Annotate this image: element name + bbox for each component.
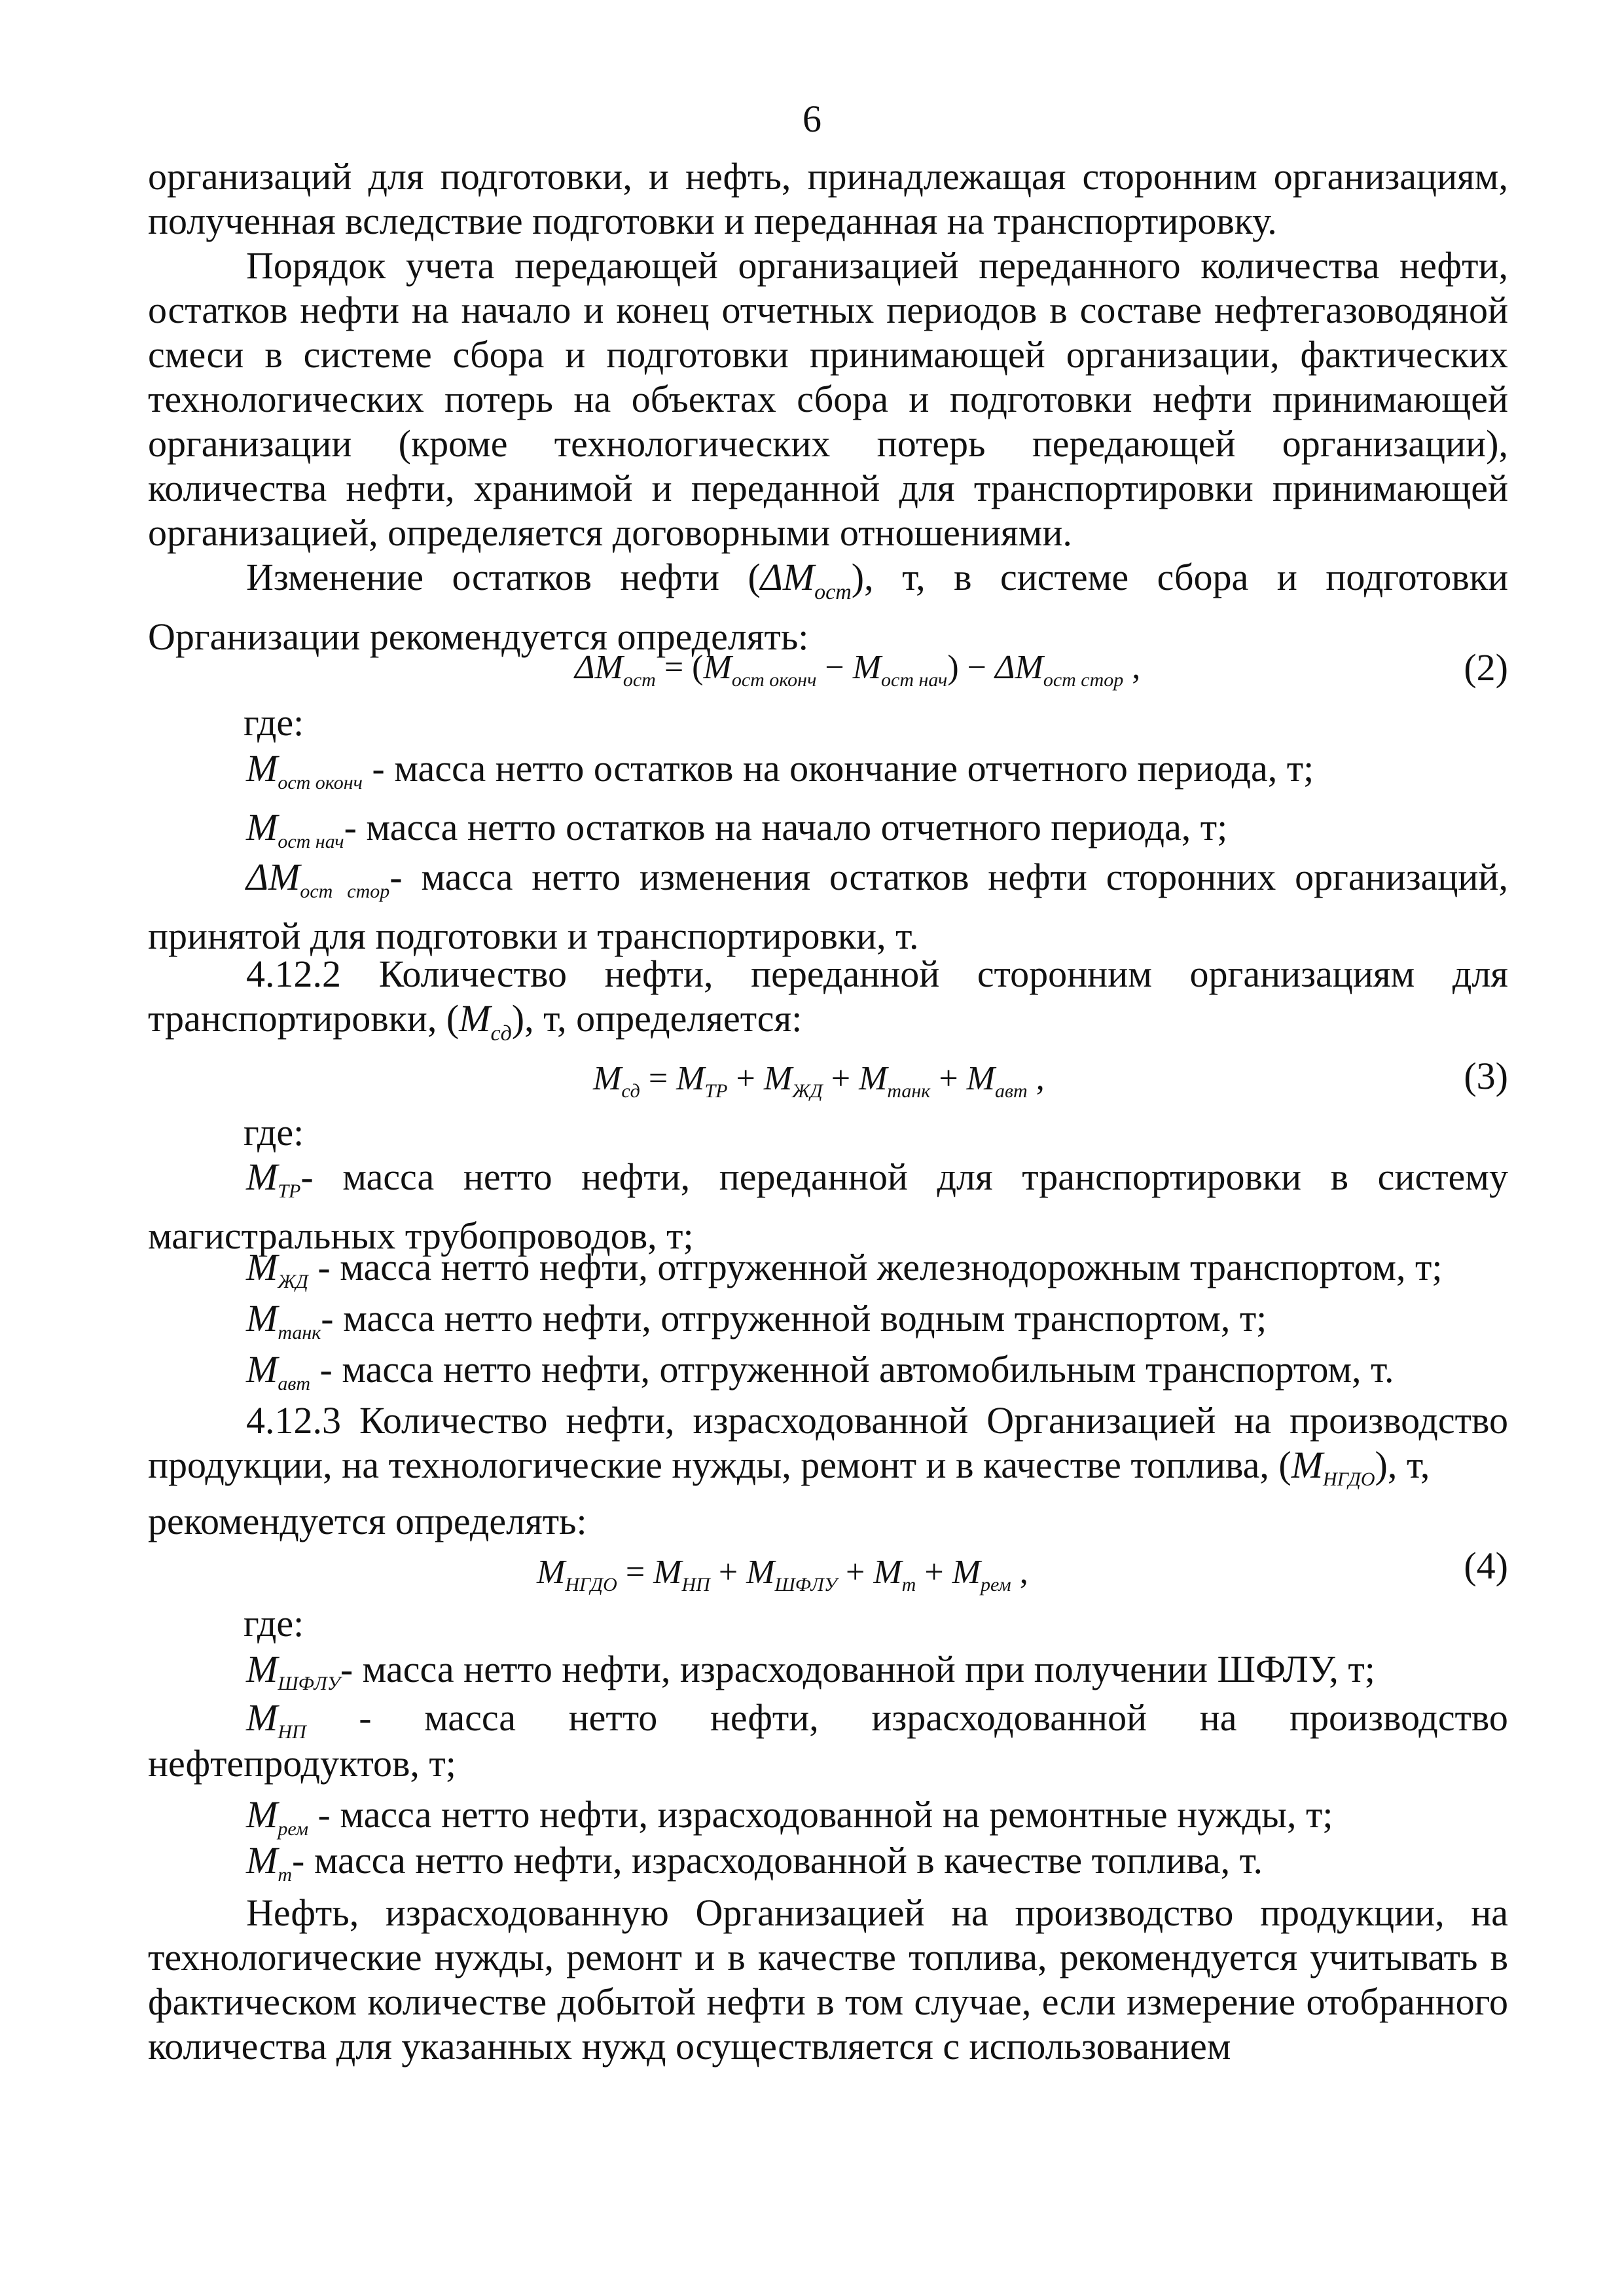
word: нефти, xyxy=(710,1696,819,1739)
def-symbol: M xyxy=(246,1246,278,1288)
word: организациям xyxy=(1189,953,1415,995)
eq2-minus: − xyxy=(816,649,853,686)
definition-m-tank xyxy=(148,1296,1508,1355)
eq2-m3-sub: ост стор xyxy=(1043,669,1124,691)
eq4-plus: + xyxy=(916,1554,952,1591)
def-symbol: M xyxy=(246,1793,278,1836)
eq4-t4-sub: рем xyxy=(980,1574,1011,1595)
eq3-t1: M xyxy=(676,1060,705,1097)
def-subscript: ЖД xyxy=(278,1271,308,1292)
section-4-12-2-text-b: ), т, определяется: xyxy=(511,997,803,1040)
eq4-t1-sub: НП xyxy=(681,1574,710,1595)
def-symbol: M xyxy=(246,1297,278,1339)
definition-m-t xyxy=(148,1838,1508,1897)
m-sd-symbol: M xyxy=(459,997,491,1040)
eq4-t2: M xyxy=(746,1554,775,1591)
eq4-plus: + xyxy=(837,1554,874,1591)
eq2-lhs-sub: ост xyxy=(623,669,656,691)
section-4-12-3-text xyxy=(148,1398,1508,1502)
eq4-t2-sub: ШФЛУ xyxy=(774,1574,837,1595)
paragraph-accounting-order: Порядок учета передающей организацией переданного количества нефти, остатков нефти на начало и конец отчетных периодов в составе нефтегазоводяной смеси в системе сбора и подготовки принимающей организации, фактических технологических потерь на объектах сбора и подготовки нефти принимающей организации (кроме технологических потерь передающей организации), количества нефти, хранимой и переданной для транспортировки принимающей организацией, определяется договорными отношениями. xyxy=(148,244,1508,554)
def-text: - масса нетто нефти, отгруженной автомобильным транспортом, т. xyxy=(310,1348,1394,1391)
eq2-m2-sub: ост нач xyxy=(881,669,948,691)
word: для xyxy=(1452,953,1508,995)
def-text: - масса нетто нефти, отгруженной железнодорожным транспортом, т; xyxy=(308,1246,1443,1288)
def-subscript: авт xyxy=(278,1373,311,1394)
def-subscript: т xyxy=(278,1864,292,1886)
def-symbol: M xyxy=(246,1348,278,1391)
eq2-close: ) − xyxy=(947,649,995,686)
m-ngdo-subscript: НГДО xyxy=(1323,1468,1375,1490)
definition-m-avt xyxy=(148,1347,1508,1406)
section-4-12-2-line2 xyxy=(148,996,1508,1056)
eq3-plus: + xyxy=(727,1060,764,1097)
eq3-t4: M xyxy=(966,1060,995,1097)
section-4-12-2-text-a: транспортировки, ( xyxy=(148,997,460,1040)
def-subscript: НП xyxy=(278,1721,306,1743)
eq2-lhs: ΔM xyxy=(575,649,623,686)
eq4-t3: M xyxy=(873,1554,902,1591)
equation-2-number: (2) xyxy=(1464,646,1508,689)
word: переданной xyxy=(751,953,940,995)
delta-m-ost-symbol: ΔM xyxy=(760,556,815,598)
def-subscript: ШФЛУ xyxy=(278,1673,340,1694)
where-label-2: где: xyxy=(244,1111,304,1154)
word: на xyxy=(1199,1696,1237,1739)
equation-3-number: (3) xyxy=(1464,1055,1508,1097)
eq4-plus: + xyxy=(710,1554,747,1591)
word: нефти, xyxy=(604,953,713,995)
definition-m-tr xyxy=(148,1155,1508,1258)
word: масса xyxy=(424,1696,516,1739)
def-symbol: M xyxy=(246,747,278,790)
section-4-12-1-text-b: ), т, в системе сбора и подготовки Организации рекомендуется определять: xyxy=(148,556,1508,658)
section-4-12-3-line3: рекомендуется определять: xyxy=(148,1500,587,1542)
eq3-plus: + xyxy=(930,1060,967,1097)
where-label-3: где: xyxy=(244,1602,304,1645)
eq3-t4-sub: авт xyxy=(995,1080,1028,1102)
word: - xyxy=(359,1696,372,1739)
eq4-tail: , xyxy=(1011,1554,1028,1591)
section-4-12-3-text-b: ), т, xyxy=(1375,1444,1430,1486)
equation-3 xyxy=(593,1057,1045,1114)
eq2-m3: ΔM xyxy=(994,649,1043,686)
eq4-t3-sub: т xyxy=(901,1574,916,1595)
eq3-t3: M xyxy=(859,1060,888,1097)
section-4-12-3-text-a: 4.12.3 Количество нефти, израсходованной Организацией на производство продукции, на технологические нужды, ремонт и в качестве топлива, ( xyxy=(148,1399,1508,1486)
section-4-12-1-text xyxy=(148,555,1508,659)
eq4-lhs: M xyxy=(537,1554,566,1591)
word: Количество xyxy=(378,953,568,995)
definition-m-ost-okonch xyxy=(148,746,1508,805)
eq3-tail: , xyxy=(1027,1060,1045,1097)
def-subscript: ост стор xyxy=(300,881,390,902)
def-symbol: M xyxy=(246,1839,278,1882)
word: 4.12.2 xyxy=(246,953,341,995)
def-subscript: танк xyxy=(278,1322,321,1343)
word: нетто xyxy=(568,1696,658,1739)
m-sd-subscript: сд xyxy=(490,1021,512,1046)
def-text: - масса нетто остатков на начало отчетного периода, т; xyxy=(344,806,1228,848)
paragraph-oil-consumption: Нефть, израсходованную Организацией на производство продукции, на технологические нужды, ремонт и в качестве топлива, рекомендуется учитывать в фактическом количестве добытой нефти в том случае, если измерение отобранного количества для указанных нужд осуществляется с использованием xyxy=(148,1891,1508,2068)
def-subscript: ост оконч xyxy=(278,772,363,793)
eq3-t2: M xyxy=(763,1060,793,1097)
eq2-tail: , xyxy=(1123,649,1141,686)
eq3-t2-sub: ЖД xyxy=(792,1080,823,1102)
word: производство xyxy=(1290,1696,1508,1739)
equation-4-number: (4) xyxy=(1464,1544,1508,1587)
word: израсходованной xyxy=(871,1696,1147,1739)
eq2-m1-sub: ост оконч xyxy=(731,669,817,691)
equation-4 xyxy=(537,1550,1028,1607)
eq4-t1: M xyxy=(653,1554,682,1591)
def-text: - масса нетто нефти, израсходованной на ремонтные нужды, т; xyxy=(308,1793,1333,1836)
definition-m-np-line2: нефтепродуктов, т; xyxy=(148,1742,456,1785)
eq4-lhs-sub: НГДО xyxy=(565,1574,617,1595)
def-subscript: ост нач xyxy=(278,831,344,852)
eq2-m1: M xyxy=(703,649,732,686)
eq3-t1-sub: ТР xyxy=(704,1080,728,1102)
definition-delta-m-ost-stor xyxy=(148,855,1508,958)
equation-2 xyxy=(575,646,1140,702)
paragraph-continuation: организаций для подготовки, и нефть, принадлежащая сторонним организациям, полученная вследствие подготовки и переданная на транспортировку. xyxy=(148,155,1508,242)
eq3-t3-sub: танк xyxy=(887,1080,931,1102)
where-label-1: где: xyxy=(244,701,304,744)
def-subscript: ТР xyxy=(278,1180,301,1202)
eq4-equals: = xyxy=(617,1554,654,1591)
delta-m-ost-subscript: ост xyxy=(814,580,852,604)
def-symbol: M xyxy=(246,806,278,848)
definition-m-zhd xyxy=(148,1245,1508,1304)
eq4-t4: M xyxy=(952,1554,981,1591)
eq3-lhs-sub: сд xyxy=(621,1080,640,1102)
m-ngdo-symbol: M xyxy=(1291,1444,1324,1486)
eq3-equals: = xyxy=(640,1060,677,1097)
word: сторонним xyxy=(977,953,1152,995)
page-number: 6 xyxy=(803,98,821,140)
def-symbol: M xyxy=(246,1648,278,1690)
def-text: - масса нетто остатков на окончание отчетного периода, т; xyxy=(362,747,1314,790)
def-symbol: ΔM xyxy=(246,856,300,898)
section-4-12-1-text-a: Изменение остатков нефти ( xyxy=(246,556,761,598)
def-text: - масса нетто нефти, израсходованной в качестве топлива, т. xyxy=(292,1839,1263,1882)
eq3-plus: + xyxy=(822,1060,859,1097)
def-text: - масса нетто нефти, переданной для транспортировки в систему магистральных трубопроводов, т; xyxy=(148,1156,1508,1257)
def-text: - масса нетто нефти, израсходованной при получении ШФЛУ, т; xyxy=(340,1648,1375,1690)
def-symbol: M xyxy=(246,1696,278,1739)
section-4-12-2-line1 xyxy=(246,952,1508,996)
eq2-equals: = ( xyxy=(655,649,704,686)
eq2-m2: M xyxy=(852,649,882,686)
def-symbol: M xyxy=(246,1156,278,1198)
eq3-lhs: M xyxy=(593,1060,622,1097)
def-subscript: рем xyxy=(278,1818,309,1840)
def-text: - масса нетто изменения остатков нефти сторонних организаций, принятой для подготовки и транспортировки, т. xyxy=(148,856,1508,957)
def-text: - масса нетто нефти, отгруженной водным транспортом, т; xyxy=(321,1297,1267,1339)
